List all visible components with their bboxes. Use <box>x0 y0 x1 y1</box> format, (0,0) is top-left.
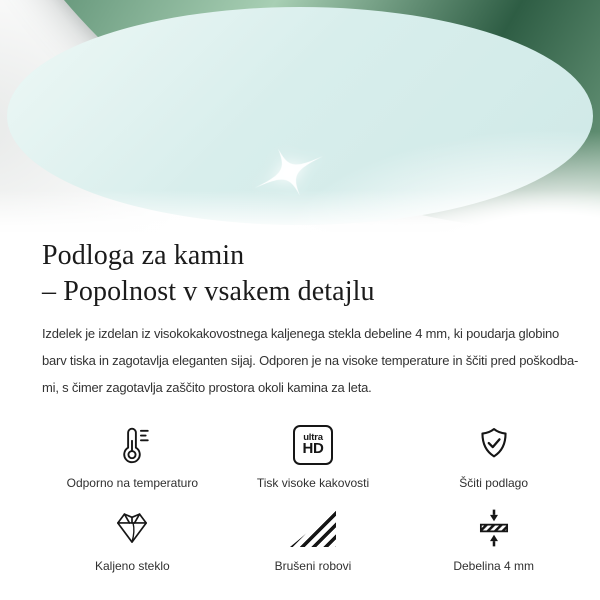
feature-label: Odporno na temperaturo <box>66 476 199 490</box>
feature-grid <box>42 423 584 573</box>
description-line: barv tiska in zagotavlja eleganten sijaj. Odporen je na visoke temperature in ščiti pred poškodba- <box>42 353 579 368</box>
feature-label: Brušeni robovi <box>274 559 352 573</box>
feature-label: Kaljeno steklo <box>94 559 170 573</box>
feature-temperature <box>42 423 223 490</box>
diamond-icon <box>111 507 153 549</box>
feature-tempered-glass <box>42 506 223 573</box>
feature-protection <box>403 423 584 490</box>
feature-label: Ščiti podlago <box>459 476 529 490</box>
ultra-hd-icon <box>293 425 333 465</box>
feature-print-quality <box>223 423 404 490</box>
product-image[interactable] <box>0 0 600 232</box>
ultra-hd-icon-text-bottom: HD <box>302 440 324 458</box>
feature-polished-edges <box>223 506 404 573</box>
feature-label: Debelina 4 mm <box>453 559 535 573</box>
feature-thickness <box>403 506 584 573</box>
shield-check-icon <box>473 424 515 466</box>
page-title <box>42 238 584 310</box>
page-title-line1: Podloga za kamin <box>42 240 245 271</box>
product-description-section <box>0 232 600 573</box>
thickness-icon <box>473 507 515 549</box>
page-title-line2: – Popolnost v vsakem detajlu <box>42 276 375 307</box>
marble-pattern <box>7 7 593 225</box>
description-line: Izdelek je izdelan iz visokokakovostnega kaljenega stekla debeline 4 mm, ki poudarja globino <box>42 326 560 341</box>
feature-label: Tisk visoke kakovosti <box>256 476 370 490</box>
ultra-hd-icon-text-top: ultra <box>303 432 323 444</box>
polished-edges-icon <box>290 509 336 547</box>
thermometer-icon <box>111 424 153 466</box>
product-description-text <box>42 320 584 401</box>
description-line: mi, s čimer zagotavlja zaščito prostora okoli kamina za leta. <box>42 380 372 395</box>
